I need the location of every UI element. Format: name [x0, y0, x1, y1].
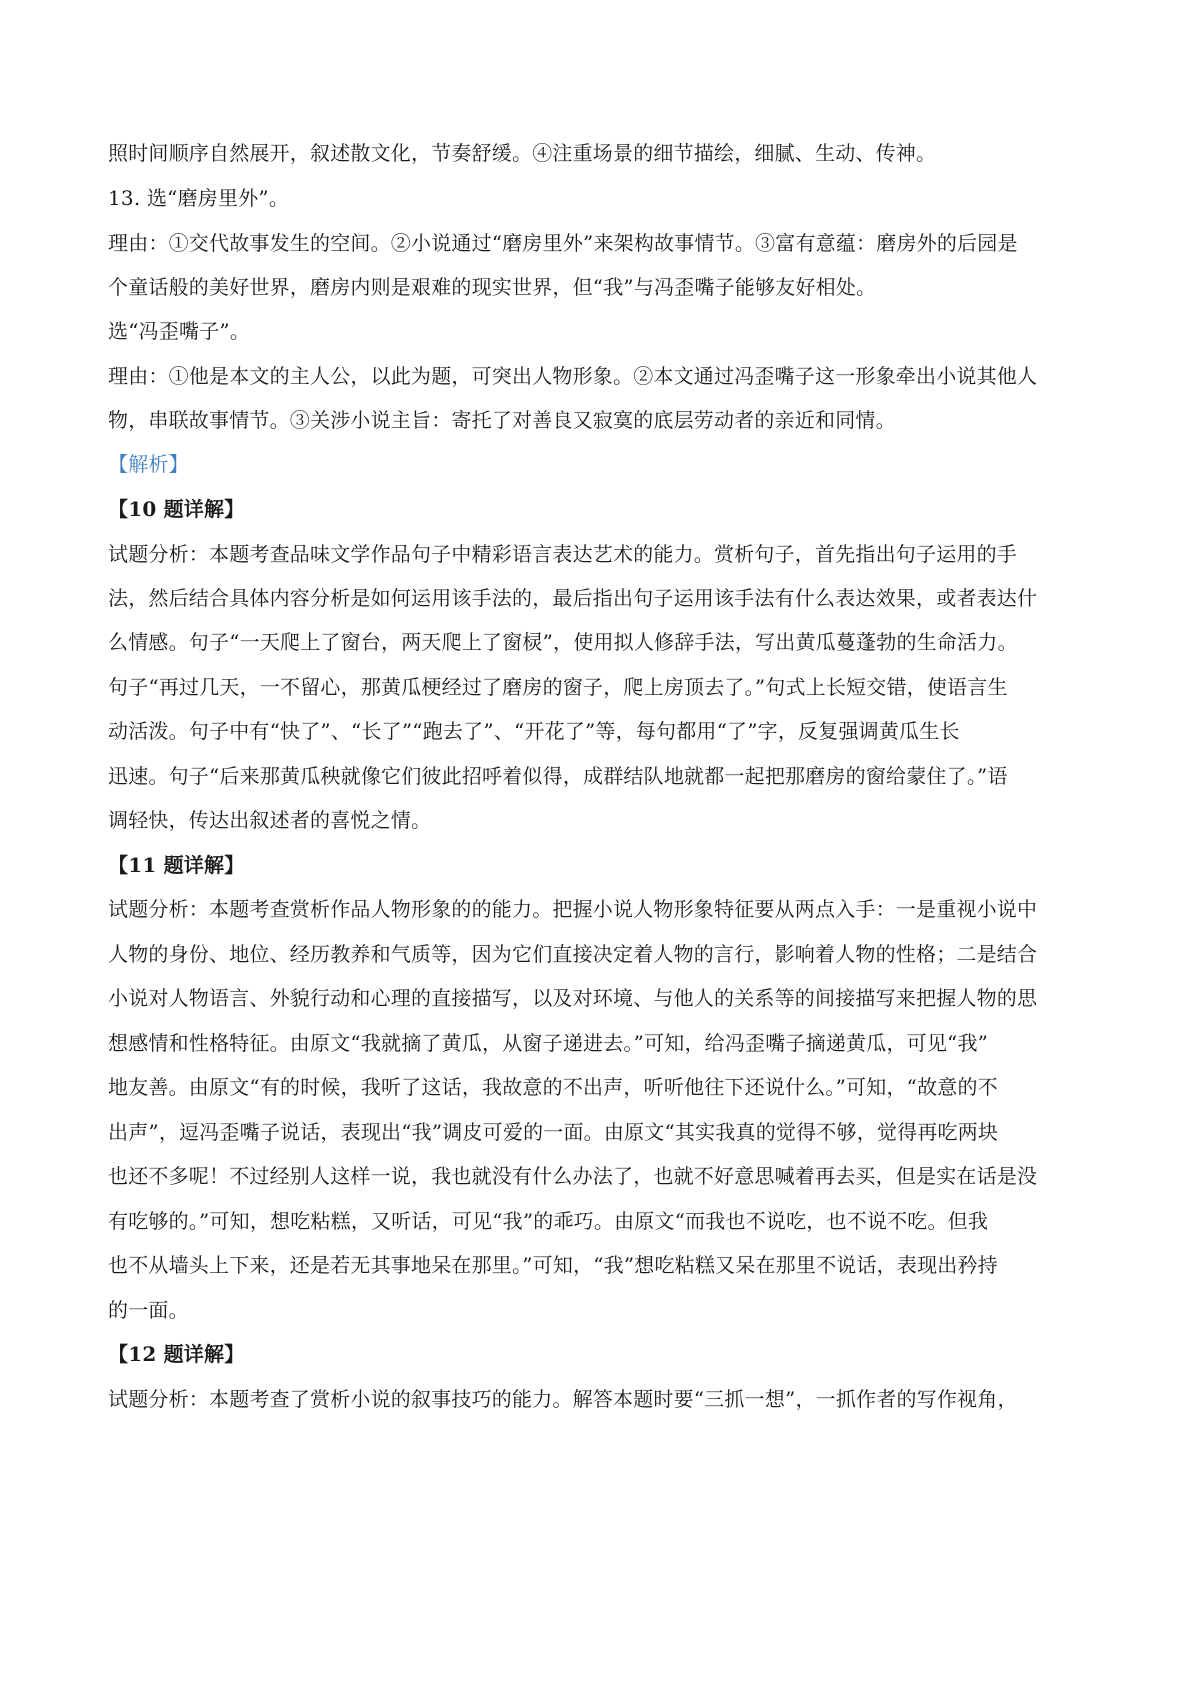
q10-line: 迅速。句子“后来那黄瓜秧就像它们彼此招呼着似得，成群结队地就都一起把那磨房的窗给蒙住了。”语 — [108, 764, 1008, 788]
q11-line: 也不从墙头上下来，还是若无其事地呆在那里。”可知，“我”想吃粘糕又呆在那里不说话，表现出矜持 — [108, 1253, 998, 1277]
q11-heading: 【11 题详解】 — [108, 853, 245, 877]
q10-line: 句子“再过几天，一不留心，那黄瓜梗经过了磨房的窗子，爬上房顶去了。”句式上长短交错，使语言生 — [108, 675, 1008, 699]
q10-line: 么情感。句子“一天爬上了窗台，两天爬上了窗棂”，使用拟人修辞手法，写出黄瓜蔓蓬勃的生命活力。 — [108, 630, 1018, 654]
q10-line: 调轻快，传达出叙述者的喜悦之情。 — [108, 808, 432, 832]
q11-line: 小说对人物语言、外貌行动和心理的直接描写，以及对环境、与他人的关系等的间接描写来把握人物的思 — [108, 986, 1038, 1010]
q13-title: 13. 选“磨房里外”。 — [108, 186, 290, 210]
answer-continuation-line: 照时间顺序自然展开，叙述散文化，节奏舒缓。④注重场景的细节描绘，细腻、生动、传神。 — [108, 141, 937, 165]
q11-line: 试题分析：本题考查赏析作品人物形象的的能力。把握小说人物形象特征要从两点入手：一是重视小说中 — [108, 897, 1038, 921]
q13-choice2: 选“冯歪嘴子”。 — [108, 319, 251, 343]
q11-line: 出声”，逗冯歪嘴子说话，表现出“我”调皮可爱的一面。由原文“其实我真的觉得不够，觉得再吃两块 — [108, 1120, 999, 1144]
q10-line: 法，然后结合具体内容分析是如何运用该手法的，最后指出句子运用该手法有什么表达效果，或者表达什 — [108, 586, 1038, 610]
q10-heading: 【10 题详解】 — [108, 497, 245, 521]
q13-reason2-line2: 物，串联故事情节。③关涉小说主旨：寄托了对善良又寂寞的底层劳动者的亲近和同情。 — [108, 408, 896, 432]
q11-line: 想感情和性格特征。由原文“我就摘了黄瓜，从窗子递进去。”可知，给冯歪嘴子摘递黄瓜，可见“我” — [108, 1031, 989, 1055]
q13-reason1-line2: 个童话般的美好世界，磨房内则是艰难的现实世界，但“我”与冯歪嘴子能够友好相处。 — [108, 275, 877, 299]
q13-reason1-line1: 理由：①交代故事发生的空间。②小说通过“磨房里外”来架构故事情节。③富有意蕴：磨房外的后园是 — [108, 231, 1018, 255]
q10-line: 动活泼。句子中有“快了”、“长了”“跑去了”、“开花了”等，每句都用“了”字，反复强调黄瓜生长 — [108, 719, 960, 743]
q11-line: 地友善。由原文“有的时候，我听了这话，我故意的不出声，听听他往下还说什么。”可知，“故意的不 — [108, 1075, 998, 1099]
q13-reason2-line1: 理由：①他是本文的主人公，以此为题，可突出人物形象。②本文通过冯歪嘴子这一形象牵出小说其他人 — [108, 364, 1038, 388]
q10-line: 试题分析：本题考查品味文学作品句子中精彩语言表达艺术的能力。赏析句子，首先指出句子运用的手 — [108, 542, 1017, 566]
q12-heading: 【12 题详解】 — [108, 1342, 245, 1366]
q11-line: 有吃够的。”可知，想吃粘糕，又听话，可见“我”的乖巧。由原文“而我也不说吃，也不说不吃。但我 — [108, 1209, 989, 1233]
q11-line: 人物的身份、地位、经历教养和气质等，因为它们直接决定着人物的言行，影响着人物的性格；二是结合 — [108, 942, 1038, 966]
q11-line: 也还不多呢！不过经别人这样一说，我也就没有什么办法了，也就不好意思喊着再去买，但是实在话是没 — [108, 1164, 1038, 1188]
q12-line: 试题分析：本题考查了赏析小说的叙事技巧的能力。解答本题时要“三抓一想”，一抓作者的写作视角， — [108, 1387, 1018, 1411]
q11-line: 的一面。 — [108, 1298, 189, 1322]
analysis-label: 【解析】 — [108, 452, 189, 476]
